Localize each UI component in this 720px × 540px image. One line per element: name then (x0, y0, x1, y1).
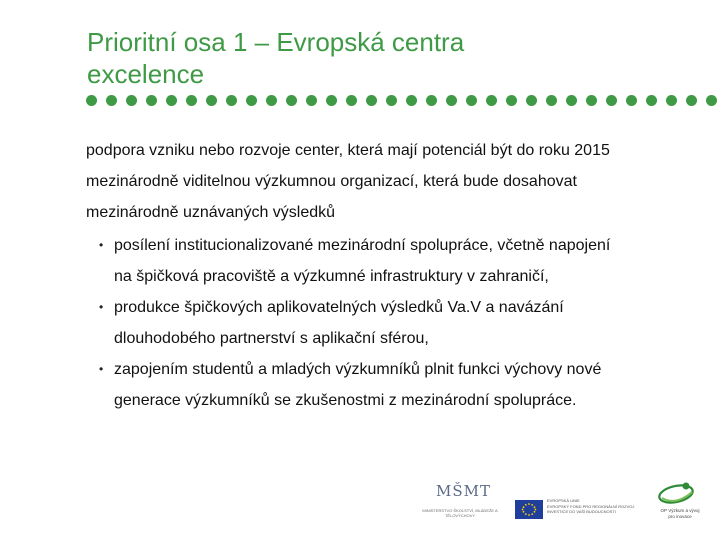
op-logo-text (652, 508, 708, 520)
eu-logo-line: EVROPSKÝ FOND PRO REGIONÁLNÍ ROZVOJ (547, 503, 635, 509)
divider-dot (266, 95, 277, 106)
divider-dot (626, 95, 637, 106)
divider-dot (566, 95, 577, 106)
divider-dot (326, 95, 337, 106)
eu-logo-line: EVROPSKÁ UNIE (547, 498, 580, 503)
bullet-marker: • (99, 362, 104, 376)
divider-dot (166, 95, 177, 106)
divider-dot (466, 95, 477, 106)
msmt-logo-subtitle: MINISTERSTVO ŠKOLSTVÍ, MLÁDEŽE A TĚLOVÝCHOVY (422, 508, 498, 518)
divider-dot (366, 95, 377, 106)
eu-logo (515, 492, 643, 526)
bullet-item (86, 354, 696, 416)
bullet-marker: • (99, 300, 104, 314)
divider-dot (286, 95, 297, 106)
divider-dot (546, 95, 557, 106)
op-logo-line: pro inovace (668, 514, 692, 519)
slide-title (87, 26, 687, 90)
divider-dot (426, 95, 437, 106)
divider-dot (706, 95, 717, 106)
divider-dot (106, 95, 117, 106)
bullet-line: produkce špičkových aplikovatelných výsledků Va.V a navázání (114, 299, 564, 316)
divider-dot (306, 95, 317, 106)
slide-body (86, 135, 696, 416)
divider-dot (226, 95, 237, 106)
bullet-line: na špičková pracoviště a výzkumné infrastruktury v zahraničí, (114, 268, 549, 285)
divider-dot (126, 95, 137, 106)
title-line-1: Prioritní osa 1 – Evropská centra (87, 27, 465, 57)
bullet-list (86, 230, 696, 416)
dotted-divider (86, 95, 720, 109)
eu-logo-line: INVESTICE DO VAŠÍ BUDOUCNOSTI (547, 509, 616, 514)
divider-dot (526, 95, 537, 106)
bullet-line: posílení institucionalizované mezinárodní spolupráce, včetně napojení (114, 237, 611, 254)
bullet-line: dlouhodobého partnerství s aplikační sférou, (114, 330, 429, 347)
divider-dot (606, 95, 617, 106)
intro-paragraph (86, 135, 696, 228)
divider-dot (486, 95, 497, 106)
divider-dot (186, 95, 197, 106)
eu-flag-icon (515, 500, 543, 519)
intro-line-1: podpora vzniku nebo rozvoje center, která mají potenciál být do roku 2015 (86, 142, 610, 159)
op-vavpi-logo (648, 478, 708, 538)
divider-dot (666, 95, 677, 106)
divider-dot (446, 95, 457, 106)
eu-logo-text (547, 498, 643, 515)
divider-dot (246, 95, 257, 106)
bullet-item (86, 230, 696, 292)
intro-line-2: mezinárodně viditelnou výzkumnou organizací, která bude dosahovat (86, 173, 577, 190)
op-logo-line: OP Výzkum a vývoj (660, 508, 700, 513)
divider-dot (406, 95, 417, 106)
title-line-2: excelence (87, 59, 205, 89)
divider-dot (686, 95, 697, 106)
msmt-logo-mark: MŠMT (436, 482, 491, 500)
msmt-logo (420, 478, 500, 524)
op-swoosh-icon (648, 478, 708, 508)
footer-logos (420, 478, 720, 540)
divider-dot (646, 95, 657, 106)
divider-dot (146, 95, 157, 106)
divider-dot (206, 95, 217, 106)
bullet-item (86, 292, 696, 354)
divider-dot (506, 95, 517, 106)
bullet-line: zapojením studentů a mladých výzkumníků plnit funkci výchovy nové (114, 361, 602, 378)
divider-dot (346, 95, 357, 106)
divider-dot (86, 95, 97, 106)
divider-dot (586, 95, 597, 106)
bullet-line: generace výzkumníků se zkušenostmi z mezinárodní spolupráce. (114, 392, 577, 409)
divider-dot (386, 95, 397, 106)
bullet-marker: • (99, 238, 104, 252)
intro-line-3: mezinárodně uznávaných výsledků (86, 204, 336, 221)
